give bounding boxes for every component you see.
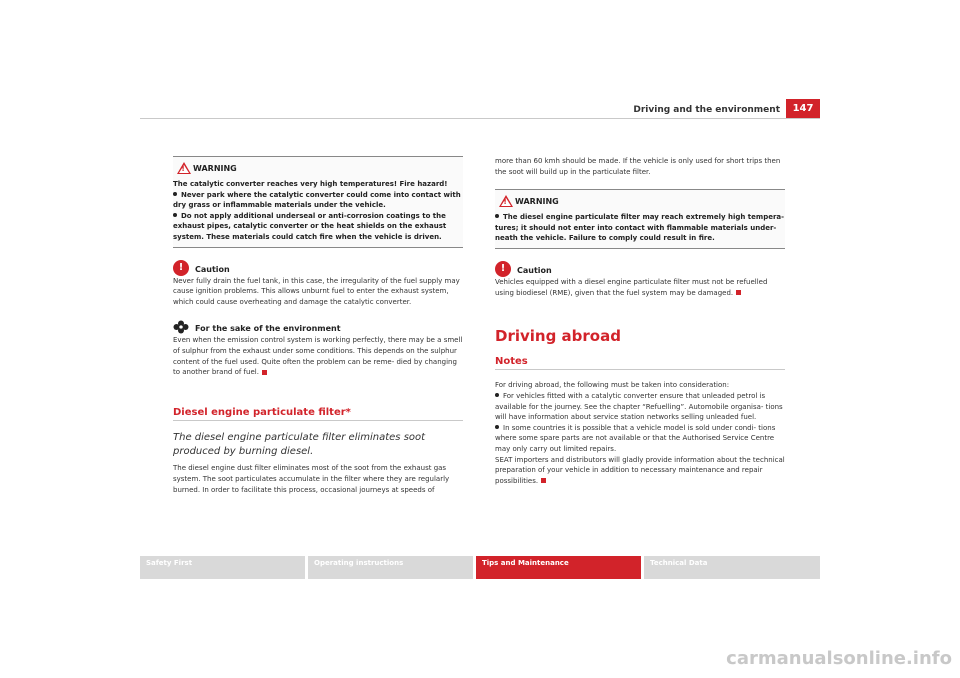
tab-safety-first[interactable]: Safety First <box>140 556 305 579</box>
bullet-icon <box>173 213 177 217</box>
section-heading: Diesel engine particulate filter* <box>173 408 463 422</box>
environment-title: For the sake of the environment <box>173 319 463 335</box>
notes-heading: Notes <box>495 357 785 371</box>
tab-tips-and-maintenance[interactable]: Tips and Maintenance <box>476 556 641 579</box>
warning-box <box>173 156 463 248</box>
environment-text: Even when the emission control system is working perfectly, there may be a smell of sulphur from the exhaust under some conditions. This depends on the sulphur content of the fuel used. Quite often the problem can be reme- died by changing to another brand of fuel. <box>173 336 463 377</box>
warning-intro: The catalytic converter reaches very high temperatures! Fire hazard! <box>173 180 448 188</box>
caution-title: ! Caution <box>495 261 785 277</box>
header-title: Driving and the environment <box>633 105 780 115</box>
bullet-icon <box>495 393 499 397</box>
bullet-icon <box>495 425 499 429</box>
continuation-text: more than 60 kmh should be made. If the vehicle is only used for short trips then the soot will build up in the particulate filter. <box>495 157 781 176</box>
caution-exclamation-icon: ! <box>173 260 189 276</box>
caution-text: Vehicles equipped with a diesel engine particulate filter must not be refuelled using biodiesel (RME), given that the fuel system may be damaged. <box>495 277 768 297</box>
bullet-icon <box>173 192 177 196</box>
flower-environment-icon <box>173 320 189 334</box>
caution-title: ! Caution <box>173 260 463 276</box>
end-mark-icon <box>541 478 546 483</box>
right-column <box>495 156 785 486</box>
warning-box <box>495 189 785 249</box>
warning-item: The diesel engine particulate filter may reach extremely high tempera- tures; it should not enter into contact with flammable materials under- neath the vehicle. Failure to comply could result in fire. <box>495 213 785 243</box>
watermark: carmanualsonline.info <box>726 648 952 669</box>
left-column <box>173 156 463 495</box>
notes-intro: For driving abroad, the following must be taken into consideration: <box>495 381 730 390</box>
warning-title: ! WARNING <box>495 194 785 210</box>
section-lead: The diesel engine particulate filter eliminates soot produced by burning diesel. <box>173 432 426 458</box>
tab-operating-instructions[interactable]: Operating instructions <box>308 556 473 579</box>
page-number: 147 <box>786 99 820 118</box>
caution-exclamation-icon: ! <box>495 261 511 277</box>
section-text: The diesel engine dust filter eliminates most of the soot from the exhaust gas system. The soot particulates accumulate in the filter where they are regularly burned. In order to facilitate this process, occasional journeys at speeds of <box>173 464 450 494</box>
warning-item: Never park where the catalytic converter could come into contact with dry grass or inflammable materials under the vehicle. <box>173 190 461 210</box>
warning-title: ! WARNING <box>173 161 463 177</box>
notes-item: In some countries it is possible that a vehicle model is sold under condi- tions where some spare parts are not available or that the Authorised Service Centre may only carry out limited repairs. <box>495 423 776 453</box>
end-mark-icon <box>736 290 741 295</box>
end-mark-icon <box>262 370 267 375</box>
chapter-heading: Driving abroad <box>495 327 621 346</box>
header-rule <box>140 118 820 119</box>
tab-technical-data[interactable]: Technical Data <box>644 556 820 579</box>
caution-text: Never fully drain the fuel tank, in this case, the irregularity of the fuel supply may cause ignition problems. This allows unburnt fuel to enter the exhaust system, which could cause overheating and damage the catalytic converter. <box>173 276 460 306</box>
notes-outro: SEAT importers and distributors will gladly provide information about the technical preparation of your vehicle in addition to necessary maintenance and repair possibilities. <box>495 455 785 485</box>
warning-item: Do not apply additional underseal or anti-corrosion coatings to the exhaust pipes, catalytic converter or the heat shields on the exhaust system. These materials could catch fire when the vehicle is driven. <box>173 211 447 241</box>
notes-item: For vehicles fitted with a catalytic converter ensure that unleaded petrol is available for the journey. See the chapter “Refuelling”. Automobile organisa- tions will have information about service station networks selling unleaded fuel. <box>495 391 783 422</box>
bullet-icon <box>495 214 499 218</box>
